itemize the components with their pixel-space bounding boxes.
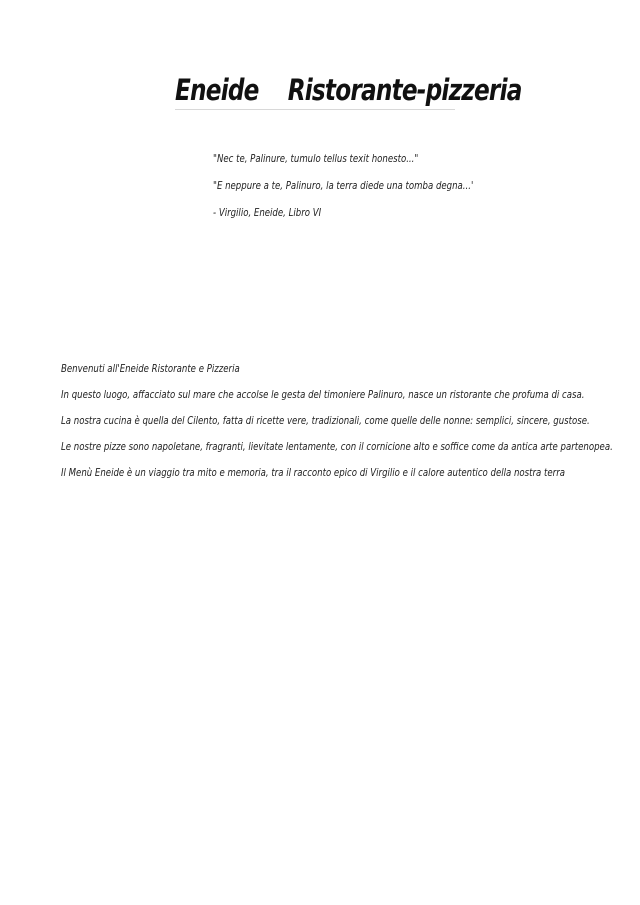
- welcome-text: [61, 362, 640, 492]
- page-title-container: [175, 72, 522, 110]
- epigraph-quote: [213, 152, 547, 233]
- welcome-heading: Benvenuti all'Eneide Ristorante e Pizzeria: [61, 362, 240, 375]
- welcome-paragraph-menu: Il Menù Eneide è un viaggio tra mito e memoria, tra il racconto epico di Virgilio e il calore autentico della nostra terra: [61, 466, 565, 479]
- welcome-paragraph-location: In questo luogo, affacciato sul mare che accolse le gesta del timoniere Palinuro, nasce un ristorante che profuma di casa.: [61, 388, 585, 401]
- quote-italian-line: "E neppure a te, Palinuro, la terra diede una tomba degna...': [213, 179, 474, 192]
- page-title: Eneide Ristorante-pizzeria: [175, 73, 522, 107]
- welcome-paragraph-cuisine: La nostra cucina è quella del Cilento, fatta di ricette vere, tradizionali, come quelle delle nonne: semplici, sincere, gustose.: [61, 414, 590, 427]
- welcome-paragraph-pizza: Le nostre pizze sono napoletane, fragranti, lievitate lentamente, con il cornicione alto e soffice come da antica arte partenopea.: [61, 440, 613, 453]
- quote-attribution: - Virgilio, Eneide, Libro VI: [213, 206, 322, 219]
- quote-latin-line: "Nec te, Palinure, tumulo tellus texit honesto...": [213, 152, 419, 165]
